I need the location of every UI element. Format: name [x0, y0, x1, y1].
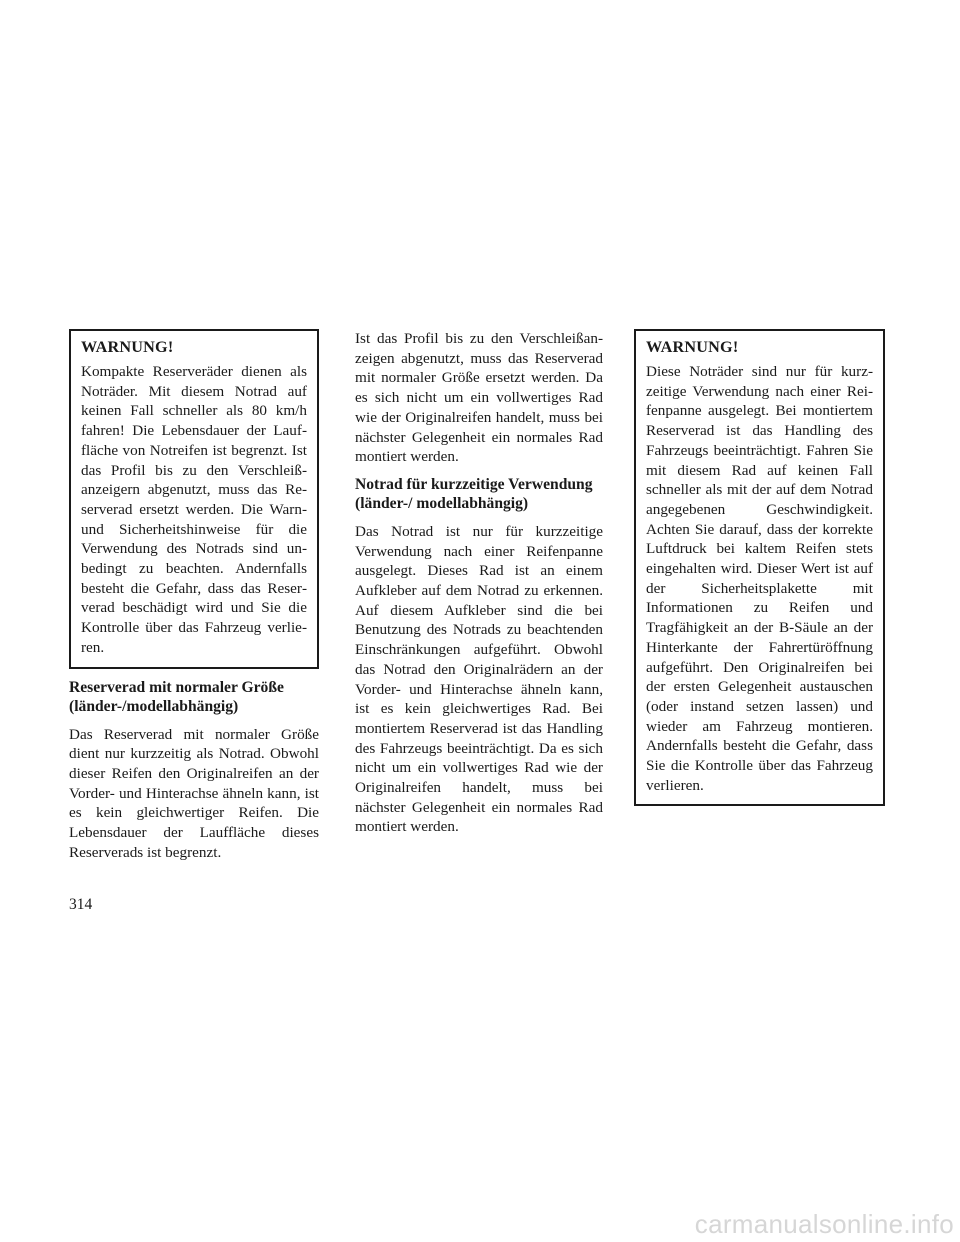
warning-box — [634, 329, 885, 806]
watermark: carmanualsonline.info — [694, 1209, 954, 1239]
section-text-temporary-spare: Das Notrad ist nur für kurzzeitige Verwendung nach einer Reifenpanne ausgelegt. Dieses Rad ist an einem Aufkleber auf dem Notrad zu erkennen. Auf diesem Aufkleber sind die bei Benutzung des Notrads zu beachtenden Einschränkungen aufgeführt. Obwohl das Notrad den Originalrädern an der Vorder- und Hinterachse ähneln kann, ist es kein gleichwertiges Rad. Bei montiertem Reserverad ist das Handling des Fahrzeugs beeinträchtigt. Da es sich nicht um ein vollwertiges Rad wie der Originalreifen handelt, muss bei nächster Gelegenheit ein normales Rad montiert werden. — [355, 522, 603, 836]
warning-title: WARNUNG! — [646, 338, 739, 356]
warning-title: WARNUNG! — [81, 338, 174, 356]
warning-box — [69, 329, 319, 669]
page-number: 314 — [69, 896, 93, 913]
warning-text: Kompakte Reserveräder dienen als Noträder. Mit diesem Notrad auf keinen Fall schneller als 80 km/h fahren! Die Lebensdauer der Lauffläche von Notreifen ist begrenzt. Ist das Profil bis zu den Verschleißanzeigern abgenutzt, muss das Reserverad ersetzt werden. Die Warn- und Sicherheitshinweise für die Verwendung des Notrads sind unbedingt zu beachten. Andernfalls besteht die Gefahr, dass das Reserverad beschädigt wird und Sie die Kontrolle über das Fahrzeug verlieren. — [81, 363, 307, 656]
section-heading-temporary-spare: Notrad für kurzzeitige Verwendung (länder-/ modellabhängig) — [355, 475, 593, 513]
section-heading-full-size-spare: Reserverad mit normaler Größe (länder-/modellabhängig) — [69, 678, 284, 716]
column-left — [69, 329, 319, 862]
section-text-full-size-spare: Das Reserverad mit normaler Größe dient nur kurzzeitig als Notrad. Obwohl dieser Reifen den Originalreifen an der Vorder- und Hinterachse ähneln kann, ist es kein gleichwertiger Reifen. Die Lebensdauer der Lauffläche dieses Reserverads ist begrenzt. — [69, 725, 319, 861]
column-right — [634, 329, 884, 806]
continuation-text: Ist das Profil bis zu den Verschleißanzeigen abgenutzt, muss das Reserverad mit normaler Größe ersetzt werden. Da es sich nicht um ein vollwertiges Rad wie der Originalreifen handelt, muss bei nächster Gelegenheit ein normales Rad montiert werden. — [355, 330, 603, 466]
column-middle — [355, 329, 603, 837]
warning-text: Diese Noträder sind nur für kurzzeitige Verwendung nach einer Reifenpanne ausgelegt. Bei montiertem Reserverad ist das Handling des Fahrzeugs beeinträchtigt. Fahren Sie mit diesem Rad auf keinen Fall schneller als mit der auf dem Notrad angegebenen Geschwindigkeit. Achten Sie darauf, dass der korrekte Luftdruck bei kaltem Reifen stets eingehalten wird. Dieser Wert ist auf der Sicherheitsplakette mit Informationen zu Reifen und Tragfähigkeit an der B-Säule an der Hinterkante der Fahrertüröffnung aufgeführt. Den Originalreifen bei der ersten Gelegenheit austauschen (oder instand setzen lassen) und wieder am Fahrzeug montieren. Andernfalls besteht die Gefahr, dass Sie die Kontrolle über das Fahrzeug verlieren. — [646, 363, 873, 794]
